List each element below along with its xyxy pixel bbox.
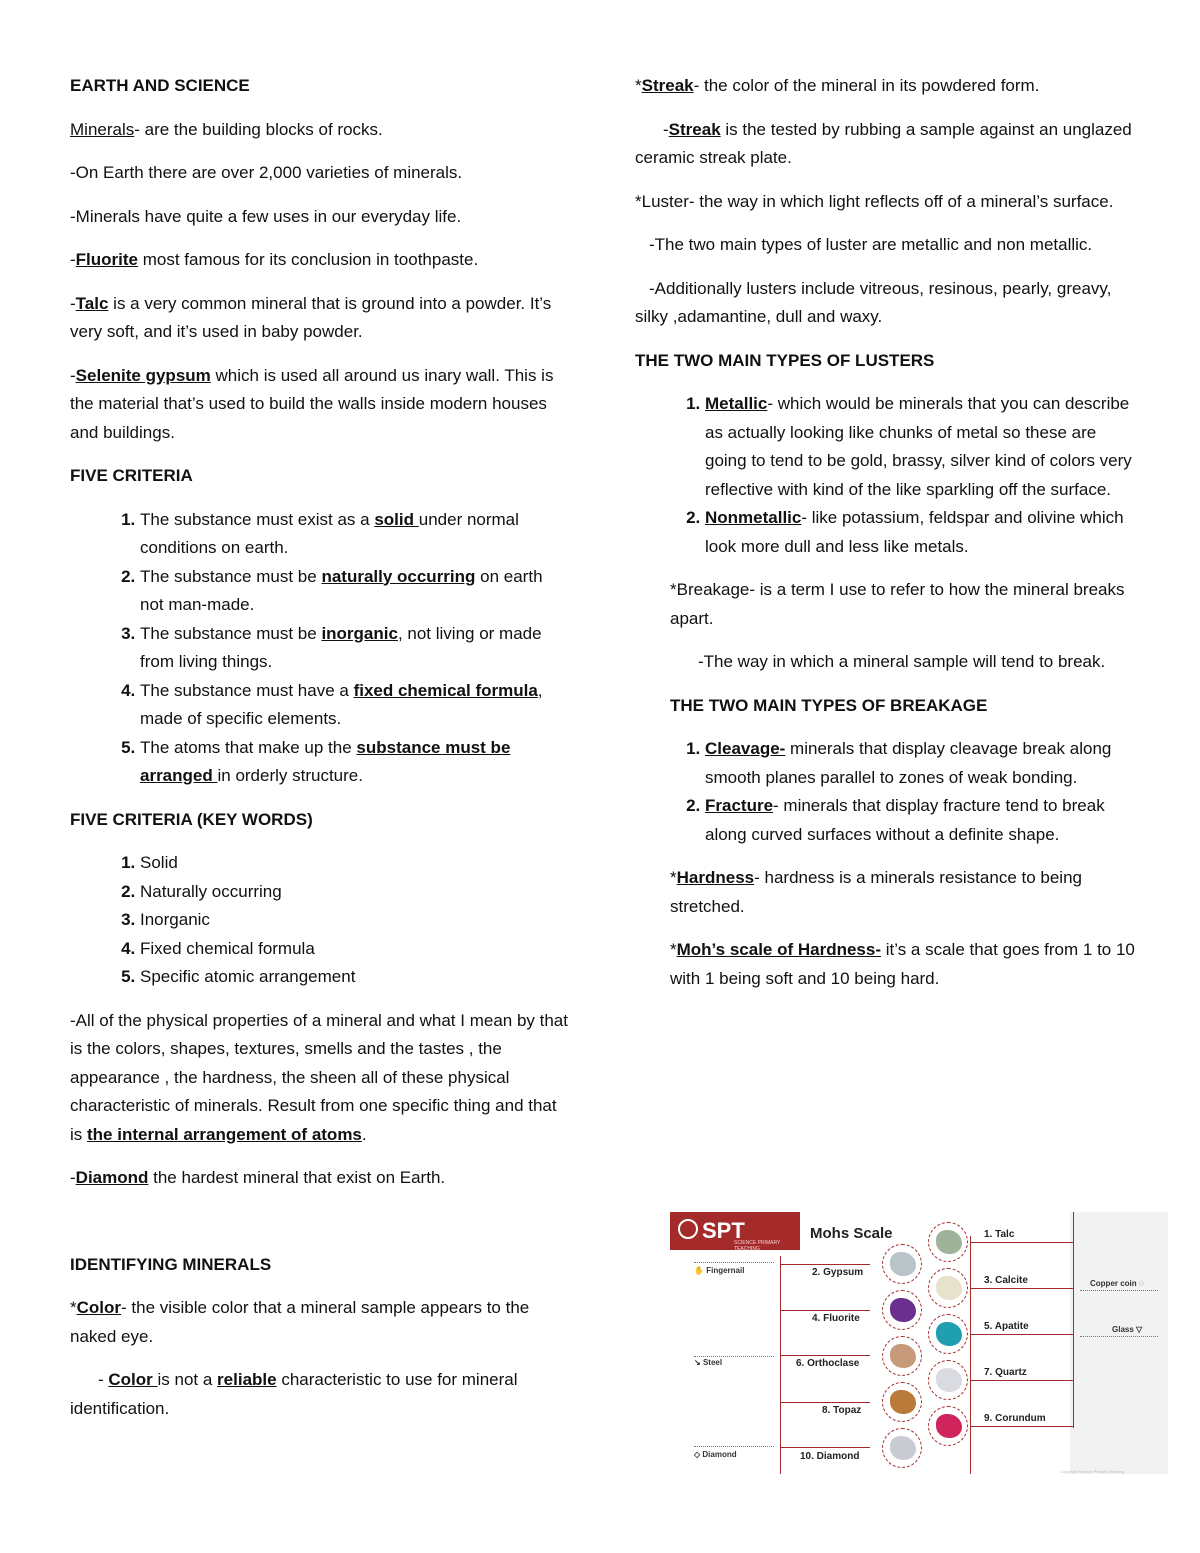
left-column [70, 72, 570, 1438]
scale-rail-far [1073, 1212, 1074, 1428]
period: . [361, 1124, 367, 1144]
label-quartz: 7. Quartz [984, 1367, 1027, 1378]
right-column [635, 72, 1135, 1008]
selenite-term: Selenite gypsum [75, 365, 211, 385]
tool-divider [694, 1446, 774, 1447]
keywords-list [70, 849, 570, 992]
star: * [70, 1298, 77, 1317]
label-fluorite: 4. Fluorite [812, 1313, 860, 1324]
criteria-key: inorganic [321, 623, 398, 643]
label-apatite: 5. Apatite [984, 1321, 1029, 1332]
gypsum-sample [890, 1252, 916, 1276]
quartz-sample [936, 1368, 962, 1392]
label-orthoclase: 6. Orthoclase [796, 1358, 860, 1369]
tool-copper-coin [1090, 1279, 1144, 1289]
list-item [140, 677, 570, 734]
tool-label: Diamond [702, 1450, 737, 1459]
spt-tagline: SCIENCE PRIMARY TEACHING [734, 1240, 781, 1252]
reliable-key: reliable [217, 1370, 277, 1389]
tool-glass [1112, 1325, 1142, 1335]
tool-divider [1080, 1336, 1158, 1337]
list-item: 4. Fixed chemical formula [140, 935, 570, 964]
selenite-text: which is used all around us inary wall. This is the material that’s used to build the walls inside modern houses and buildings. [70, 365, 554, 442]
metallic-text: - which would be minerals that you can describe as actually looking like chunks of metal so these are going to tend to be gold, brassy, silver kind of colors very reflective with kind of the like sparkling off the surface. [705, 394, 1132, 499]
properties-paragraph [70, 1007, 570, 1150]
list-item [705, 504, 1135, 561]
streak-term: Streak [668, 119, 721, 139]
doc-title: EARTH AND SCIENCE [70, 76, 250, 95]
list-item: 5. Specific atomic arrangement [140, 963, 570, 992]
nonmetallic-text: - like potassium, feldspar and olivine which look more dull and less like metals. [705, 508, 1124, 556]
divider [970, 1288, 1073, 1289]
label-gypsum: 2. Gypsum [812, 1267, 864, 1278]
criteria-text: on earth not man-made. [140, 566, 543, 614]
label-topaz: 8. Topaz [822, 1405, 862, 1416]
divider [780, 1447, 870, 1448]
apatite-image [928, 1314, 968, 1354]
tool-label: Steel [702, 1358, 723, 1367]
metallic-term: Metallic [705, 394, 768, 413]
tool-label: Glass [1112, 1325, 1134, 1334]
gypsum-image [882, 1244, 922, 1284]
diamond-term: Diamond [75, 1168, 149, 1187]
hardness-term: Hardness [676, 868, 755, 887]
star: * [635, 76, 642, 95]
spt-logo: SPT [702, 1218, 745, 1243]
list-item [140, 506, 570, 563]
uses-paragraph: -Minerals have quite a few uses in our everyday life. [70, 206, 462, 226]
breakage-paragraph: *Breakage- is a term I use to refer to how the mineral breaks apart. [670, 580, 1125, 628]
streak-text: - the color of the mineral in its powdered form. [693, 76, 1040, 95]
quartz-image [928, 1360, 968, 1400]
fluorite-paragraph [70, 246, 570, 275]
divider [780, 1402, 870, 1403]
color-term: Color [76, 1298, 122, 1317]
cleavage-text: minerals that display cleavage break along smooth planes parallel to zones of weak bonding. [705, 739, 1112, 787]
star: * [670, 868, 677, 887]
orthoclase-image [882, 1336, 922, 1376]
divider [780, 1310, 870, 1311]
criteria-text: , made of specific elements. [140, 680, 543, 728]
copyright-text: Copyright Science Primary Teaching [1060, 1469, 1125, 1474]
properties-text: -All of the physical properties of a mineral and what I mean by that is the colors, shapes, textures, smells and the tastes , the appearance , the hardness, the sheen all of these physical characteristic of minerals. Result from one specific thing and that is [70, 1010, 568, 1144]
tool-divider [694, 1262, 774, 1263]
dash: - [70, 293, 76, 313]
criteria-text: The substance must have a [140, 680, 354, 700]
criteria-key: naturally occurring [321, 566, 476, 586]
scale-rail-right [970, 1236, 971, 1474]
calcite-image [928, 1268, 968, 1308]
coin-icon: ◌ [1138, 1279, 1144, 1288]
label-calcite: 3. Calcite [984, 1275, 1028, 1286]
criteria-text: The substance must be [140, 623, 322, 643]
diamond-image [882, 1428, 922, 1468]
dash: - [663, 119, 669, 139]
criteria-text: under normal conditions on earth. [140, 509, 519, 557]
orthoclase-sample [890, 1344, 916, 1368]
criteria-heading: FIVE CRITERIA [70, 466, 193, 485]
fingernail-icon: ✋ [694, 1266, 704, 1275]
list-item [705, 735, 1135, 792]
luster-types-paragraph: -The two main types of luster are metallic and non metallic. [649, 235, 1093, 254]
spt-banner [670, 1212, 800, 1250]
tool-steel [694, 1358, 722, 1368]
mohs-scale-figure [670, 1212, 1168, 1474]
criteria-text: , not living or made from living things. [140, 623, 542, 671]
glass-icon: ▽ [1136, 1325, 1143, 1334]
tool-diamond [694, 1450, 737, 1460]
color-text: is not a [157, 1370, 218, 1389]
list-item: 3. Inorganic [140, 906, 570, 935]
tool-fingernail [694, 1266, 744, 1276]
label-diamond: 10. Diamond [800, 1451, 860, 1462]
figure-background [670, 1212, 1070, 1474]
streak-term: Streak [641, 76, 694, 95]
talc-image [928, 1222, 968, 1262]
minerals-definition: - are the building blocks of rocks. [134, 119, 383, 139]
topaz-sample [890, 1390, 916, 1414]
mohs-paragraph [670, 936, 1135, 993]
fluorite-text: most famous for its conclusion in toothpaste. [138, 250, 479, 269]
list-item [705, 792, 1135, 849]
breakage-heading: THE TWO MAIN TYPES OF BREAKAGE [670, 695, 988, 715]
talc-text: is a very common mineral that is ground into a powder. It’s very soft, and it’s used in baby powder. [70, 293, 552, 341]
list-item: 1. Solid [140, 849, 570, 878]
spt-logo-icon [678, 1219, 698, 1239]
hardness-paragraph [670, 864, 1135, 921]
diamond-text: the hardest mineral that exist on Earth. [148, 1168, 446, 1187]
fracture-text: - minerals that display fracture tend to break along curved surfaces without a definite shape. [705, 796, 1105, 844]
label-talc: 1. Talc [984, 1229, 1015, 1240]
mohs-title: Mohs Scale [810, 1225, 893, 1242]
fluorite-term: Fluorite [75, 250, 139, 269]
minerals-paragraph [70, 116, 570, 145]
streak-paragraph [635, 72, 1135, 101]
criteria-text: The substance must exist as a [140, 509, 375, 529]
star: * [670, 940, 677, 959]
corundum-sample [936, 1414, 962, 1438]
fluorite-image [882, 1290, 922, 1330]
varieties-paragraph: -On Earth there are over 2,000 varieties of minerals. [70, 163, 463, 182]
corundum-image [928, 1406, 968, 1446]
divider [970, 1334, 1073, 1335]
divider [970, 1242, 1073, 1243]
tool-divider [1080, 1290, 1158, 1291]
nonmetallic-term: Nonmetallic [705, 508, 802, 527]
dash: - [98, 1370, 109, 1389]
diamond-sample [890, 1436, 916, 1460]
list-item [140, 563, 570, 620]
cleavage-term: Cleavage- [705, 739, 786, 758]
scale-rail-left [780, 1256, 781, 1474]
breakage-section [635, 576, 1135, 993]
list-item: 2. Naturally occurring [140, 878, 570, 907]
talc-paragraph [70, 290, 570, 347]
color-term: Color [108, 1370, 158, 1389]
mohs-term: Moh’s scale of Hardness- [676, 940, 881, 959]
label-corundum: 9. Corundum [984, 1413, 1046, 1424]
divider [970, 1380, 1073, 1381]
luster-additional-paragraph: -Additionally lusters include vitreous, resinous, pearly, greavy, silky ,adamantine, dull and waxy. [635, 278, 1112, 326]
diamond-icon: ◇ [694, 1450, 701, 1459]
diamond-paragraph [70, 1164, 570, 1193]
dash: - [70, 1168, 76, 1187]
lusters-heading: THE TWO MAIN TYPES OF LUSTERS [635, 350, 935, 370]
tool-label: Copper coin [1090, 1279, 1137, 1288]
tool-divider [694, 1356, 774, 1357]
selenite-paragraph [70, 362, 570, 448]
list-item [140, 620, 570, 677]
mohs-text: it’s a scale that goes from 1 to 10 with 1 being soft and 10 being hard. [670, 940, 1135, 988]
fluorite-sample [890, 1298, 916, 1322]
identifying-heading: IDENTIFYING MINERALS [70, 1254, 272, 1274]
criteria-text: The substance must be [140, 566, 322, 586]
apatite-sample [936, 1322, 962, 1346]
list-item [705, 390, 1135, 504]
hardness-text: - hardness is a minerals resistance to being stretched. [670, 868, 1082, 916]
calcite-sample [936, 1276, 962, 1300]
criteria-key: solid [374, 509, 419, 529]
keywords-heading: FIVE CRITERIA (KEY WORDS) [70, 809, 313, 829]
criteria-text: The atoms that make up the [140, 737, 357, 757]
streak-text: is the tested by rubbing a sample against an unglazed ceramic streak plate. [635, 119, 1132, 167]
breakage-way-paragraph: -The way in which a mineral sample will tend to break. [698, 652, 1106, 671]
talc-sample [936, 1230, 962, 1254]
talc-term: Talc [75, 293, 109, 313]
nail-icon: ↘ [694, 1358, 701, 1367]
color-text: - the visible color that a mineral sample appears to the naked eye. [70, 1298, 530, 1346]
criteria-key: fixed chemical formula [353, 680, 538, 700]
dash: - [70, 365, 76, 385]
criteria-key: substance must be arranged [140, 737, 511, 785]
streak-test-paragraph [635, 116, 1135, 173]
color-paragraph [70, 1294, 570, 1351]
list-item [140, 734, 570, 791]
internal-arrangement-key: the internal arrangement of atoms [87, 1124, 362, 1144]
dash: - [70, 250, 76, 269]
divider [780, 1264, 870, 1265]
minerals-term: Minerals [70, 119, 135, 139]
color-reliability-paragraph [70, 1366, 570, 1423]
luster-paragraph: *Luster- the way in which light reflects off of a mineral’s surface. [635, 191, 1114, 211]
lusters-list [635, 390, 1135, 561]
tool-label: Fingernail [706, 1266, 745, 1275]
breakage-list [670, 735, 1135, 849]
divider [780, 1355, 870, 1356]
divider [970, 1426, 1073, 1427]
topaz-image [882, 1382, 922, 1422]
criteria-list [70, 506, 570, 791]
fracture-term: Fracture [705, 796, 774, 815]
color-text: characteristic to use for mineral identification. [70, 1370, 518, 1418]
criteria-text: in orderly structure. [217, 766, 363, 785]
